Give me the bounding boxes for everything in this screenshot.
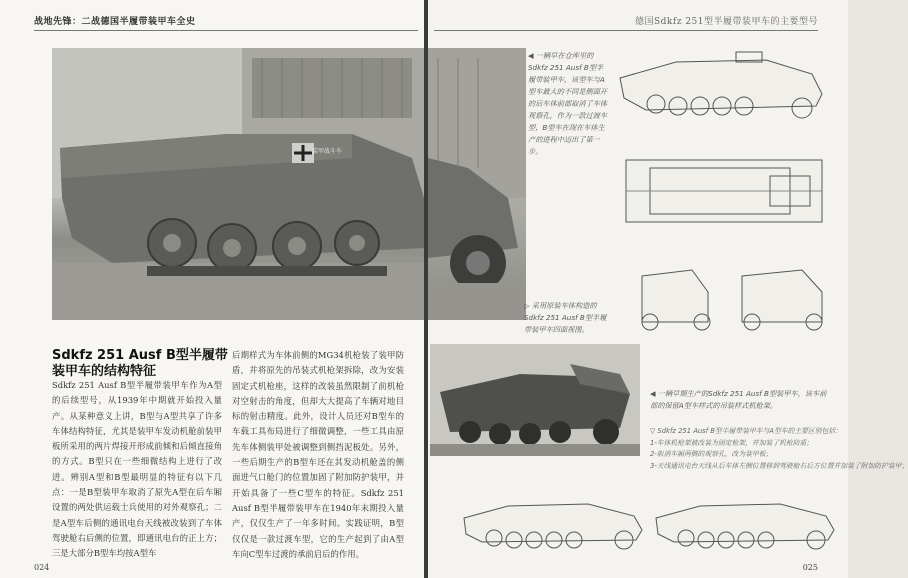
list-item: 3-天线通讯电台天线从后车体左侧位置移到驾驶舱右后方位置并加装了附加防护装甲； <box>650 461 908 470</box>
body-column-2: 后期样式为车体前侧的MG34机枪装了装甲防盾，并将原先的吊装式机枪架拆除，改为安装固定式机枪座，这样的改装虽然限制了前机枪对空射击的角度，但却大大提高了车辆对地目标的射击精度。此外，设计人员还对B型车的车载工具布局进行了细微调整，一些工具由原先车体侧装甲处被调整到侧挡泥板处。另外，一些后期生产的B型车还在其发动机舱盖的侧面进气口舱门的位置加固了附加防护装甲，并开始具备了一些C型车的特征。Sdkfz 251 Ausf B型半履带装甲车在1940年末期投入量产，仅仅生产了一年多时间。实践证明，B型仅仅是一款过渡车型，它的生产起到了由A型车向C型车过渡的承前启后的作用。 <box>232 350 404 559</box>
left-page-number: 024 <box>34 563 50 572</box>
caption-bottom: ◀ 一辆早期生产的Sdkfz 251 Ausf B型装甲车，该车前部的保留A型车样式的吊装样式机枪架。 <box>650 389 827 410</box>
right-page-number: 025 <box>802 563 818 572</box>
list-item: 2-取消车厢两侧的观察孔，改为装甲板； <box>650 450 773 458</box>
right-header-rule <box>434 30 818 31</box>
early-b-photo <box>430 344 640 456</box>
list-item: ▽ Sdkfz 251 Ausf B型半履带装甲车与A型车的主要区别包括： <box>650 427 842 435</box>
left-page-header: 战地先锋：二战德国半履带装甲车全史 <box>34 17 196 27</box>
top-view-drawing <box>620 150 830 232</box>
caption-top: ◀ 一辆早在仓库里的Sdkfz 251 Ausf B型半履带装甲车，该型车与A型车最大的不同是侧面开的后车体前部取消了车体观察孔，作为一款过渡车型，B型车在现在车体生产的进程中迈出了第一步。 <box>528 51 608 156</box>
caption-mid: ▷ 采用原装车体构造的Sdkfz 251 Ausf B型半履带装甲车四面视图。 <box>524 301 607 334</box>
halftrack-photo <box>52 48 424 320</box>
front-rear-view-drawing <box>632 256 832 332</box>
body-column-1: Sdkfz 251 Ausf B型半履带装甲车作为A型的后续型号，从1939年中期就开始投入量产。从某种意义上讲，B型与A型共享了许多车体结构特征，尤其是装甲车发动机舱前装甲板所采用的两片焊接开形成前倾和后倾直接角的方式。B型只在一些细微结构上进行了改进。辨别A型和B型最明显的特征有以下几点：一是B型装甲车取消了原先A型在后车厢设置的两处供运载士兵使用的对外观察孔；二是A型车后侧的通讯电台天线被改装到了车体驾驶舱右后侧的位置，即通讯电台的正上方；三是大部分B型车均按A型车 <box>52 380 222 559</box>
photo-spillover-drawing <box>428 48 526 320</box>
section-title: Sdkfz 251 Ausf B型半履带装甲车的结构特征 <box>52 348 228 379</box>
halftrack-photo-drawing <box>52 48 424 320</box>
side-view-drawing-lower-right <box>650 488 840 554</box>
vehicle-marking: 装甲战斗车 <box>312 148 343 155</box>
right-page-header: 德国Sdkfz 251型半履带装甲车的主要型号 <box>635 17 818 27</box>
early-b-photo-drawing <box>430 344 640 456</box>
right-page <box>428 0 908 578</box>
side-view-drawing <box>616 48 830 124</box>
left-header-rule <box>34 30 418 31</box>
feature-list <box>650 426 908 472</box>
photo-spillover <box>428 48 526 320</box>
list-item: 1-车体机枪架被改装为固定枪架，并加装了机枪防盾； <box>650 438 814 447</box>
left-page <box>0 0 424 578</box>
side-view-drawing-lower-left <box>458 488 648 554</box>
